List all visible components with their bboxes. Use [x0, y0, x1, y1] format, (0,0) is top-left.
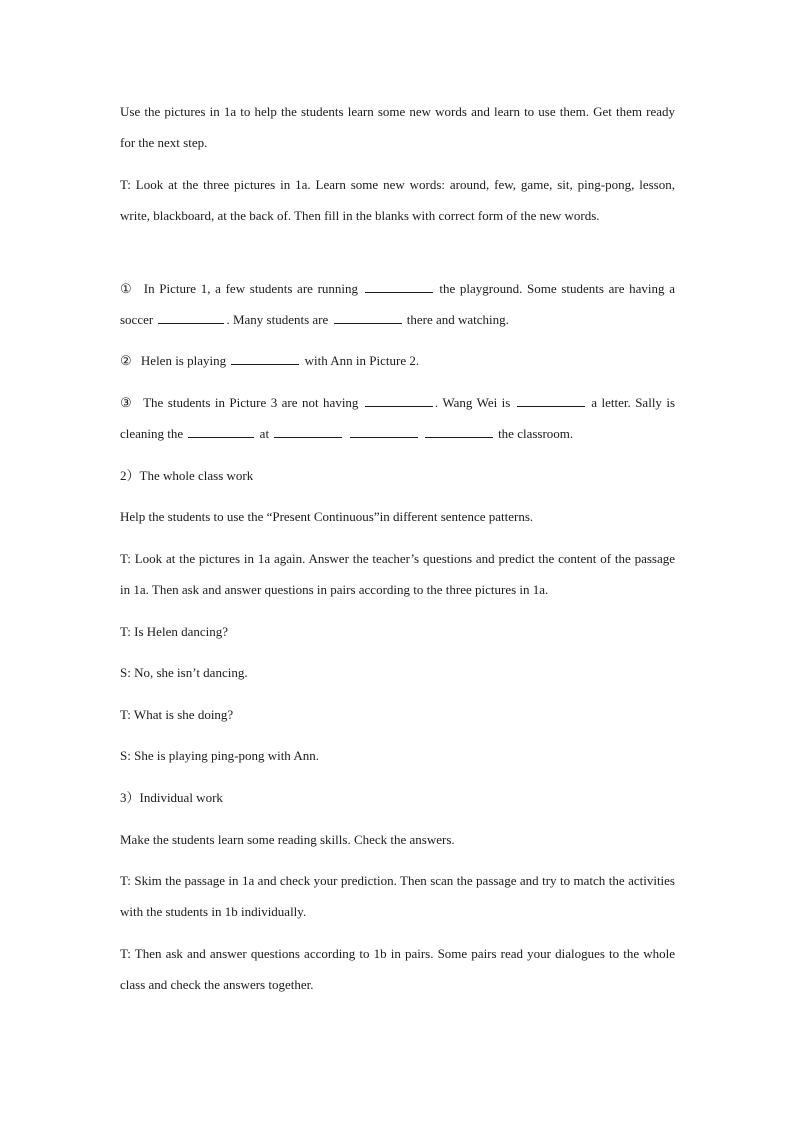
- answer-blank: [274, 424, 342, 438]
- section-heading-individual: 3）Individual work: [120, 790, 223, 805]
- item-number: ②: [120, 353, 132, 368]
- exercise-item-1: ① In Picture 1, a few students are running the playground. Some students are having a soccer . Many students are there and watching.: [120, 281, 675, 327]
- item-number: ①: [120, 281, 134, 296]
- dialogue-line-teacher: T: What is she doing?: [120, 707, 234, 722]
- dialogue-line-teacher: T: Is Helen dancing?: [120, 624, 229, 639]
- intro-paragraph: Use the pictures in 1a to help the students learn some new words and learn to use them. Get them ready for the next step.: [120, 104, 675, 150]
- answer-blank: [425, 424, 493, 438]
- item-number: ③: [120, 395, 133, 410]
- dialogue-line-student: S: She is playing ping-pong with Ann.: [120, 748, 319, 763]
- exercise-item-2: ② Helen is playing with Ann in Picture 2.: [120, 353, 420, 368]
- answer-blank: [350, 424, 418, 438]
- answer-blank: [188, 424, 254, 438]
- answer-blank: [158, 310, 224, 324]
- section3-task-paragraph-2: T: Then ask and answer questions according to 1b in pairs. Some pairs read your dialogues to the whole class and check the answers together.: [120, 946, 675, 992]
- dialogue-line-student: S: No, she isn’t dancing.: [120, 665, 248, 680]
- answer-blank: [231, 351, 299, 365]
- section3-make-text: Make the students learn some reading skills. Check the answers.: [120, 832, 455, 847]
- answer-blank: [334, 310, 402, 324]
- answer-blank: [517, 393, 585, 407]
- section2-help-text: Help the students to use the “Present Continuous”in different sentence patterns.: [120, 509, 534, 524]
- section-heading-whole-class: 2）The whole class work: [120, 468, 254, 483]
- section2-task-paragraph: T: Look at the pictures in 1a again. Answer the teacher’s questions and predict the content of the passage in 1a. Then ask and answer questions in pairs according to the three pictures in 1a.: [120, 551, 675, 597]
- task-paragraph-new-words: T: Look at the three pictures in 1a. Learn some new words: around, few, game, sit, ping-pong, lesson, write, blackboard, at the back of. Then fill in the blanks with correct form of the new words.: [120, 177, 675, 223]
- answer-blank: [365, 393, 433, 407]
- section3-task-paragraph-1: T: Skim the passage in 1a and check your prediction. Then scan the passage and try to match the activities with the students in 1b individually.: [120, 873, 675, 919]
- answer-blank: [365, 279, 433, 293]
- exercise-item-3: ③ The students in Picture 3 are not having . Wang Wei is a letter. Sally is cleaning the at the classroom.: [120, 395, 676, 441]
